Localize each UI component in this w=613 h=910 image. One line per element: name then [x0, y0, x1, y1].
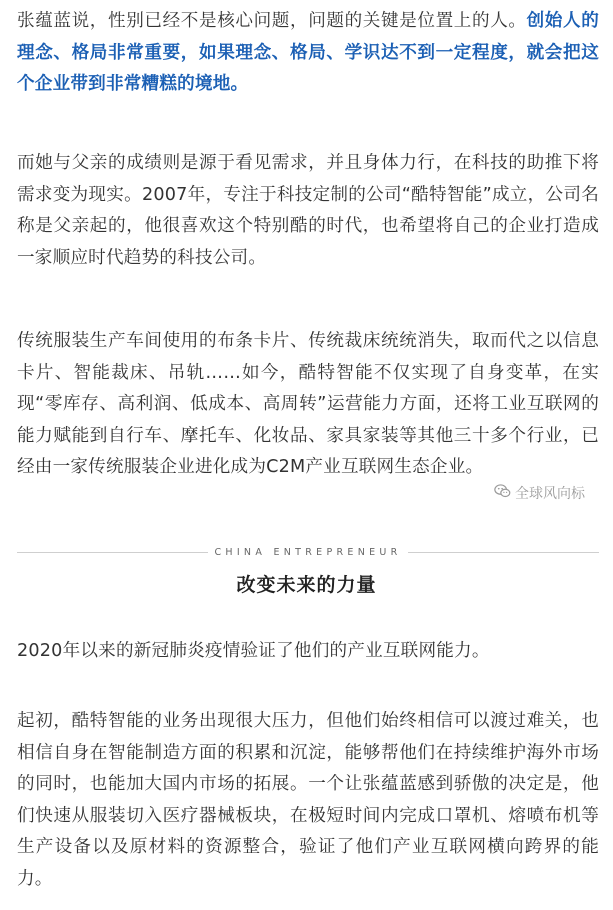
- divider-caption: CHINA ENTREPRENEUR: [214, 546, 402, 558]
- paragraph-transformation: 传统服装生产车间使用的布条卡片、传统裁床统统消失，取而代之以信息卡片、智能裁床、吊轨……如今，酷特智能不仅实现了自身变革，在实现“零库存、高利润、低成本、高周转”运营能力方面，还将工业互联网的能力赋能到自行车、摩托车、化妆品、家具家装等其他三十多个行业，已经由一家传统服装企业进化成为C2M产业互联网生态企业。: [17, 331, 599, 477]
- quote-highlight-text: 创始人的理念、格局非常重要，如果理念、格局、学识达不到一定程度，就会把这个企业带到非常糟糕的境地。: [17, 11, 599, 94]
- watermark-text: 全球风向标: [515, 486, 585, 502]
- paragraph-pivot: 起初，酷特智能的业务出现很大压力，但他们始终相信可以渡过难关，也相信自身在智能制造方面的积累和沉淀，能够帮他们在持续维护海外市场的同时，也能加大国内市场的拓展。一个让张蕴蓝感到骄傲的决定是，他们快速从服装切入医疗器械板块，在极短时间内完成口罩机、熔喷布机等生产设备以及原材料的资源整合，验证了他们产业互联网横向跨界的能力。: [17, 711, 599, 889]
- section-divider: [17, 544, 599, 560]
- paragraph-pandemic: 2020年以来的新冠肺炎疫情验证了他们的产业互联网能力。: [17, 641, 490, 661]
- watermark: [494, 483, 585, 503]
- section-title: 改变未来的力量: [236, 574, 377, 596]
- divider-line-right: [408, 552, 599, 553]
- paragraph-intro-quote: [17, 6, 599, 101]
- quote-plain-text: 张蕴蓝说，性别已经不是核心问题，问题的关键是位置上的人。: [17, 11, 527, 31]
- wechat-icon: [494, 484, 511, 502]
- paragraph-company-origin: 而她与父亲的成绩则是源于看见需求，并且身体力行，在科技的助推下将需求变为现实。2007年，专注于科技定制的公司“酷特智能”成立，公司名称是父亲起的，他很喜欢这个特别酷的时代，也希望将自己的企业打造成一家顺应时代趋势的科技公司。: [17, 153, 599, 268]
- divider-line-left: [17, 552, 208, 553]
